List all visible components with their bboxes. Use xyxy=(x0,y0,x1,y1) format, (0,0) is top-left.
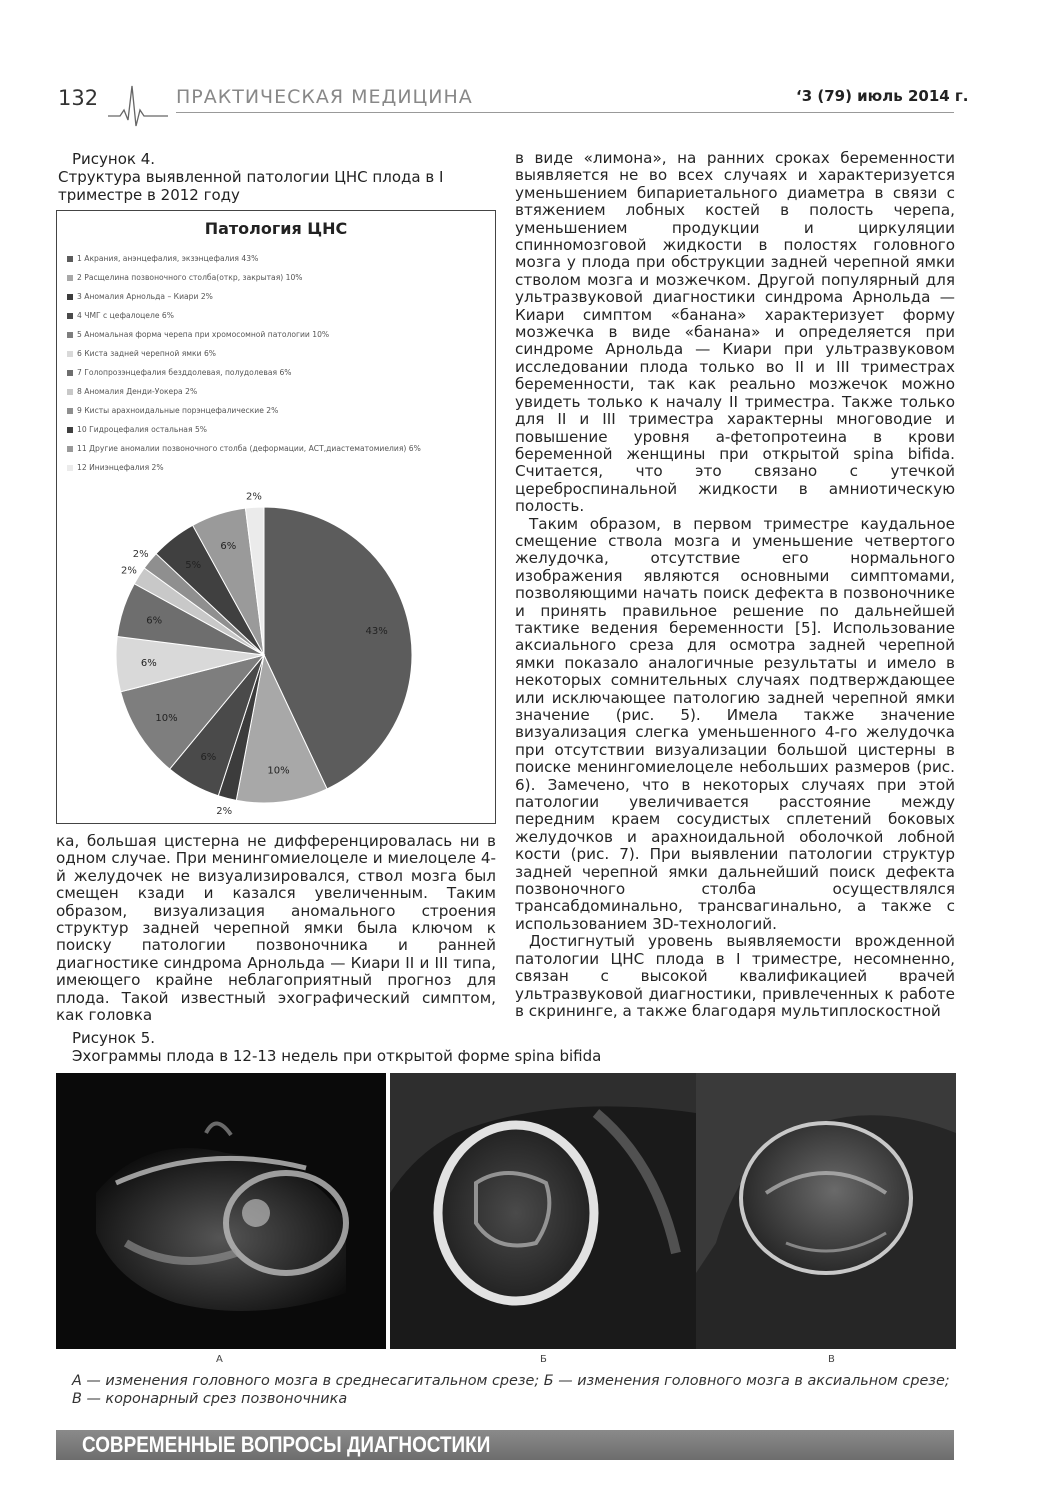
pie-data-label: 2% xyxy=(120,565,137,577)
paragraph: ка, большая цистерна не дифференцировалась ни в одном случае. При менингомиелоцеле и миелоцеле 4-й желудочек не визуализировался, ствол мозга был смещен кзади и казался увеличенным. Таким образом, визуализация аномального строения структур задней черепной ямки была ключом к поиску патологии позвоночника и ранней диагностике синдрома Арнольда — Киари II и III типа, имеющего крайне неблагоприятный прогноз для плода. Такой известный эхографический симптом, как головка xyxy=(56,832,496,1025)
pie-data-label: 43% xyxy=(365,625,388,637)
legend-swatch xyxy=(67,351,73,357)
legend-label: 9 Кисты арахноидальные порэнцефалические 2% xyxy=(77,406,279,415)
legend-item xyxy=(67,325,491,344)
legend-swatch xyxy=(67,294,73,300)
legend-swatch xyxy=(67,427,73,433)
paragraph: Достигнутый уровень выявляемости врожденной патологии ЦНС плода в I триместре, несомненно, связан с высокой квалификацией врачей ультразвуковой диагностики, привлеченных к работе в скрининге, а также благодаря мультиплоскостной xyxy=(515,932,955,1020)
figure5-description: А — изменения головного мозга в среднесагитальном срезе; Б — изменения головного мозга в аксиальном срезе; В — коронарный срез позвоночника xyxy=(72,1373,950,1407)
figure4-number: Рисунок 4. xyxy=(72,150,156,168)
figure5-number: Рисунок 5. xyxy=(72,1029,156,1047)
legend-label: 2 Расщелина позвоночного столба(откр, закрытая) 10% xyxy=(77,273,303,282)
ultrasound-images xyxy=(56,1073,956,1349)
paragraph: в виде «лимона», на ранних сроках беременности выявляется не во всех случаях и характеризуется уменьшением бипариетального диаметра в связи с втяжением лобных костей в полость черепа, уменьшением продукции и циркуляции спинномозговой жидкости в полостях головного мозга у плода при обструкции задней черепной ямки стволом мозга и мозжечком. Другой популярный для ультразвуковой диагностики синдрома Арнольда — Киари симптом «банана» характеризует форму мозжечка в виде «банана» и определяется при синдроме Арнольда — Киари при ультразвуковом исследовании плода только во II и III триместрах беременности, так как реально мозжечок можно увидеть только к началу II триместра. Также только для II и III триместра характерны многоводие и повышение уровня а-фетопротеина в крови беременной женщины при открытой spina bifida. Считается, что это связано с утечкой цереброспинальной жидкости в амниотическую полость. xyxy=(515,149,955,516)
legend-item xyxy=(67,287,491,306)
panel-label-a: А xyxy=(216,1354,223,1365)
legend-label: 3 Аномалия Арнольда – Киари 2% xyxy=(77,292,213,301)
figure4-caption xyxy=(56,150,496,204)
legend-label: 1 Акрания, анэнцефалия, экзэнцефалия 43% xyxy=(77,254,259,263)
pie-data-label: 10% xyxy=(155,712,178,724)
legend-swatch xyxy=(67,370,73,376)
header-divider xyxy=(176,112,954,113)
pie-data-label: 10% xyxy=(267,765,290,777)
figure4-title: Структура выявленной патологии ЦНС плода в I триместре в 2012 году xyxy=(58,168,444,204)
left-column-text xyxy=(56,833,496,1024)
figure5-caption xyxy=(72,1029,772,1065)
section-title: СОВРЕМЕННЫЕ ВОПРОСЫ ДИАГНОСТИКИ xyxy=(82,1432,491,1457)
panel-label-b: Б xyxy=(540,1354,547,1365)
legend-item xyxy=(67,306,491,325)
legend-swatch xyxy=(67,275,73,281)
paragraph: Таким образом, в первом триместре каудальное смещение ствола мозга и уменьшение четвертого желудочка, отсутствие его нормального изображения являются основными симптомами, позволяющими начать поиск дефекта в позвоночнике и принять правильное решение по дальнейшей тактике ведения беременности [5]. Использование аксиального среза для осмотра задней черепной ямки показало аналогичные результаты и имело в некоторых сомнительных случаях подтверждающее или исключающее патологию задней черепной ямки значение (рис. 5). Имела также значение визуализация слегка уменьшенного 4-го желудочка при отсутствии визуализации большой цистерны в поиске менингомиелоцеле небольших размеров (рис. 6). Замечено, что в некоторых случаях при этой патологии увеличивается расстояние между передним краем сосудистых сплетений боковых желудочков и арахноидальной оболочкой лобной кости (рис. 7). При выявлении патологии структур задней черепной ямки дальнейший поиск дефекта позвоночного столба осуществлялся трансабдоминально, трансвагинально, а также с использованием 3D-технологий. xyxy=(515,514,955,933)
legend-item xyxy=(67,420,491,439)
legend-label: 5 Аномальная форма черепа при хромосомной патологии 10% xyxy=(77,330,330,339)
legend-item xyxy=(67,344,491,363)
legend-label: 6 Киста задней черепной ямки 6% xyxy=(77,349,217,358)
legend-item xyxy=(67,363,491,382)
ultrasound-image-b xyxy=(390,1073,696,1349)
legend-label: 8 Аномалия Денди-Уокера 2% xyxy=(77,387,198,396)
legend-item xyxy=(67,439,491,458)
issue-info: ‘3 (79) июль 2014 г. xyxy=(796,87,969,105)
pie-data-label: 6% xyxy=(220,541,237,553)
ecg-logo-icon xyxy=(108,80,168,130)
pie-data-label: 2% xyxy=(246,491,262,503)
legend-item xyxy=(67,268,491,287)
legend-item xyxy=(67,249,491,268)
figure5-title: Эхограммы плода в 12-13 недель при открытой форме spina bifida xyxy=(72,1047,602,1065)
pie-data-label: 2% xyxy=(216,805,233,817)
legend-swatch xyxy=(67,408,73,414)
legend-label: 7 Голопрозэнцефалия безддолевая, полудолевая 6% xyxy=(77,368,292,377)
legend-swatch xyxy=(67,332,73,338)
legend-swatch xyxy=(67,446,73,452)
ultrasound-image-a xyxy=(56,1073,386,1349)
legend-swatch xyxy=(67,465,73,471)
chart-title: Патология ЦНС xyxy=(204,219,348,238)
panel-label-c: В xyxy=(828,1354,835,1365)
legend-label: 4 ЧМГ с цефалоцеле 6% xyxy=(77,311,174,320)
right-column-text xyxy=(515,150,955,1020)
legend-swatch xyxy=(67,313,73,319)
pie-data-label: 2% xyxy=(132,549,149,561)
pie-chart-panel xyxy=(56,210,496,824)
pie-chart xyxy=(57,481,495,821)
pie-data-label: 5% xyxy=(185,559,202,571)
legend-item xyxy=(67,458,491,477)
legend-label: 12 Иниэнцефалия 2% xyxy=(77,463,164,472)
pie-data-label: 6% xyxy=(146,615,163,627)
pie-data-label: 6% xyxy=(200,752,217,764)
ultrasound-image-c xyxy=(696,1073,956,1349)
pie-data-label: 6% xyxy=(140,658,157,670)
legend-item xyxy=(67,401,491,420)
legend-label: 11 Другие аномалии позвоночного столба (деформации, АСТ,диастематомиелия) 6% xyxy=(77,444,421,453)
legend-label: 10 Гидроцефалия остальная 5% xyxy=(77,425,207,434)
page-number: 132 xyxy=(58,86,99,110)
legend-item xyxy=(67,382,491,401)
chart-legend xyxy=(67,249,491,477)
journal-title: ПРАКТИЧЕСКАЯ МЕДИЦИНА xyxy=(176,86,473,108)
legend-swatch xyxy=(67,256,73,262)
legend-swatch xyxy=(67,389,73,395)
